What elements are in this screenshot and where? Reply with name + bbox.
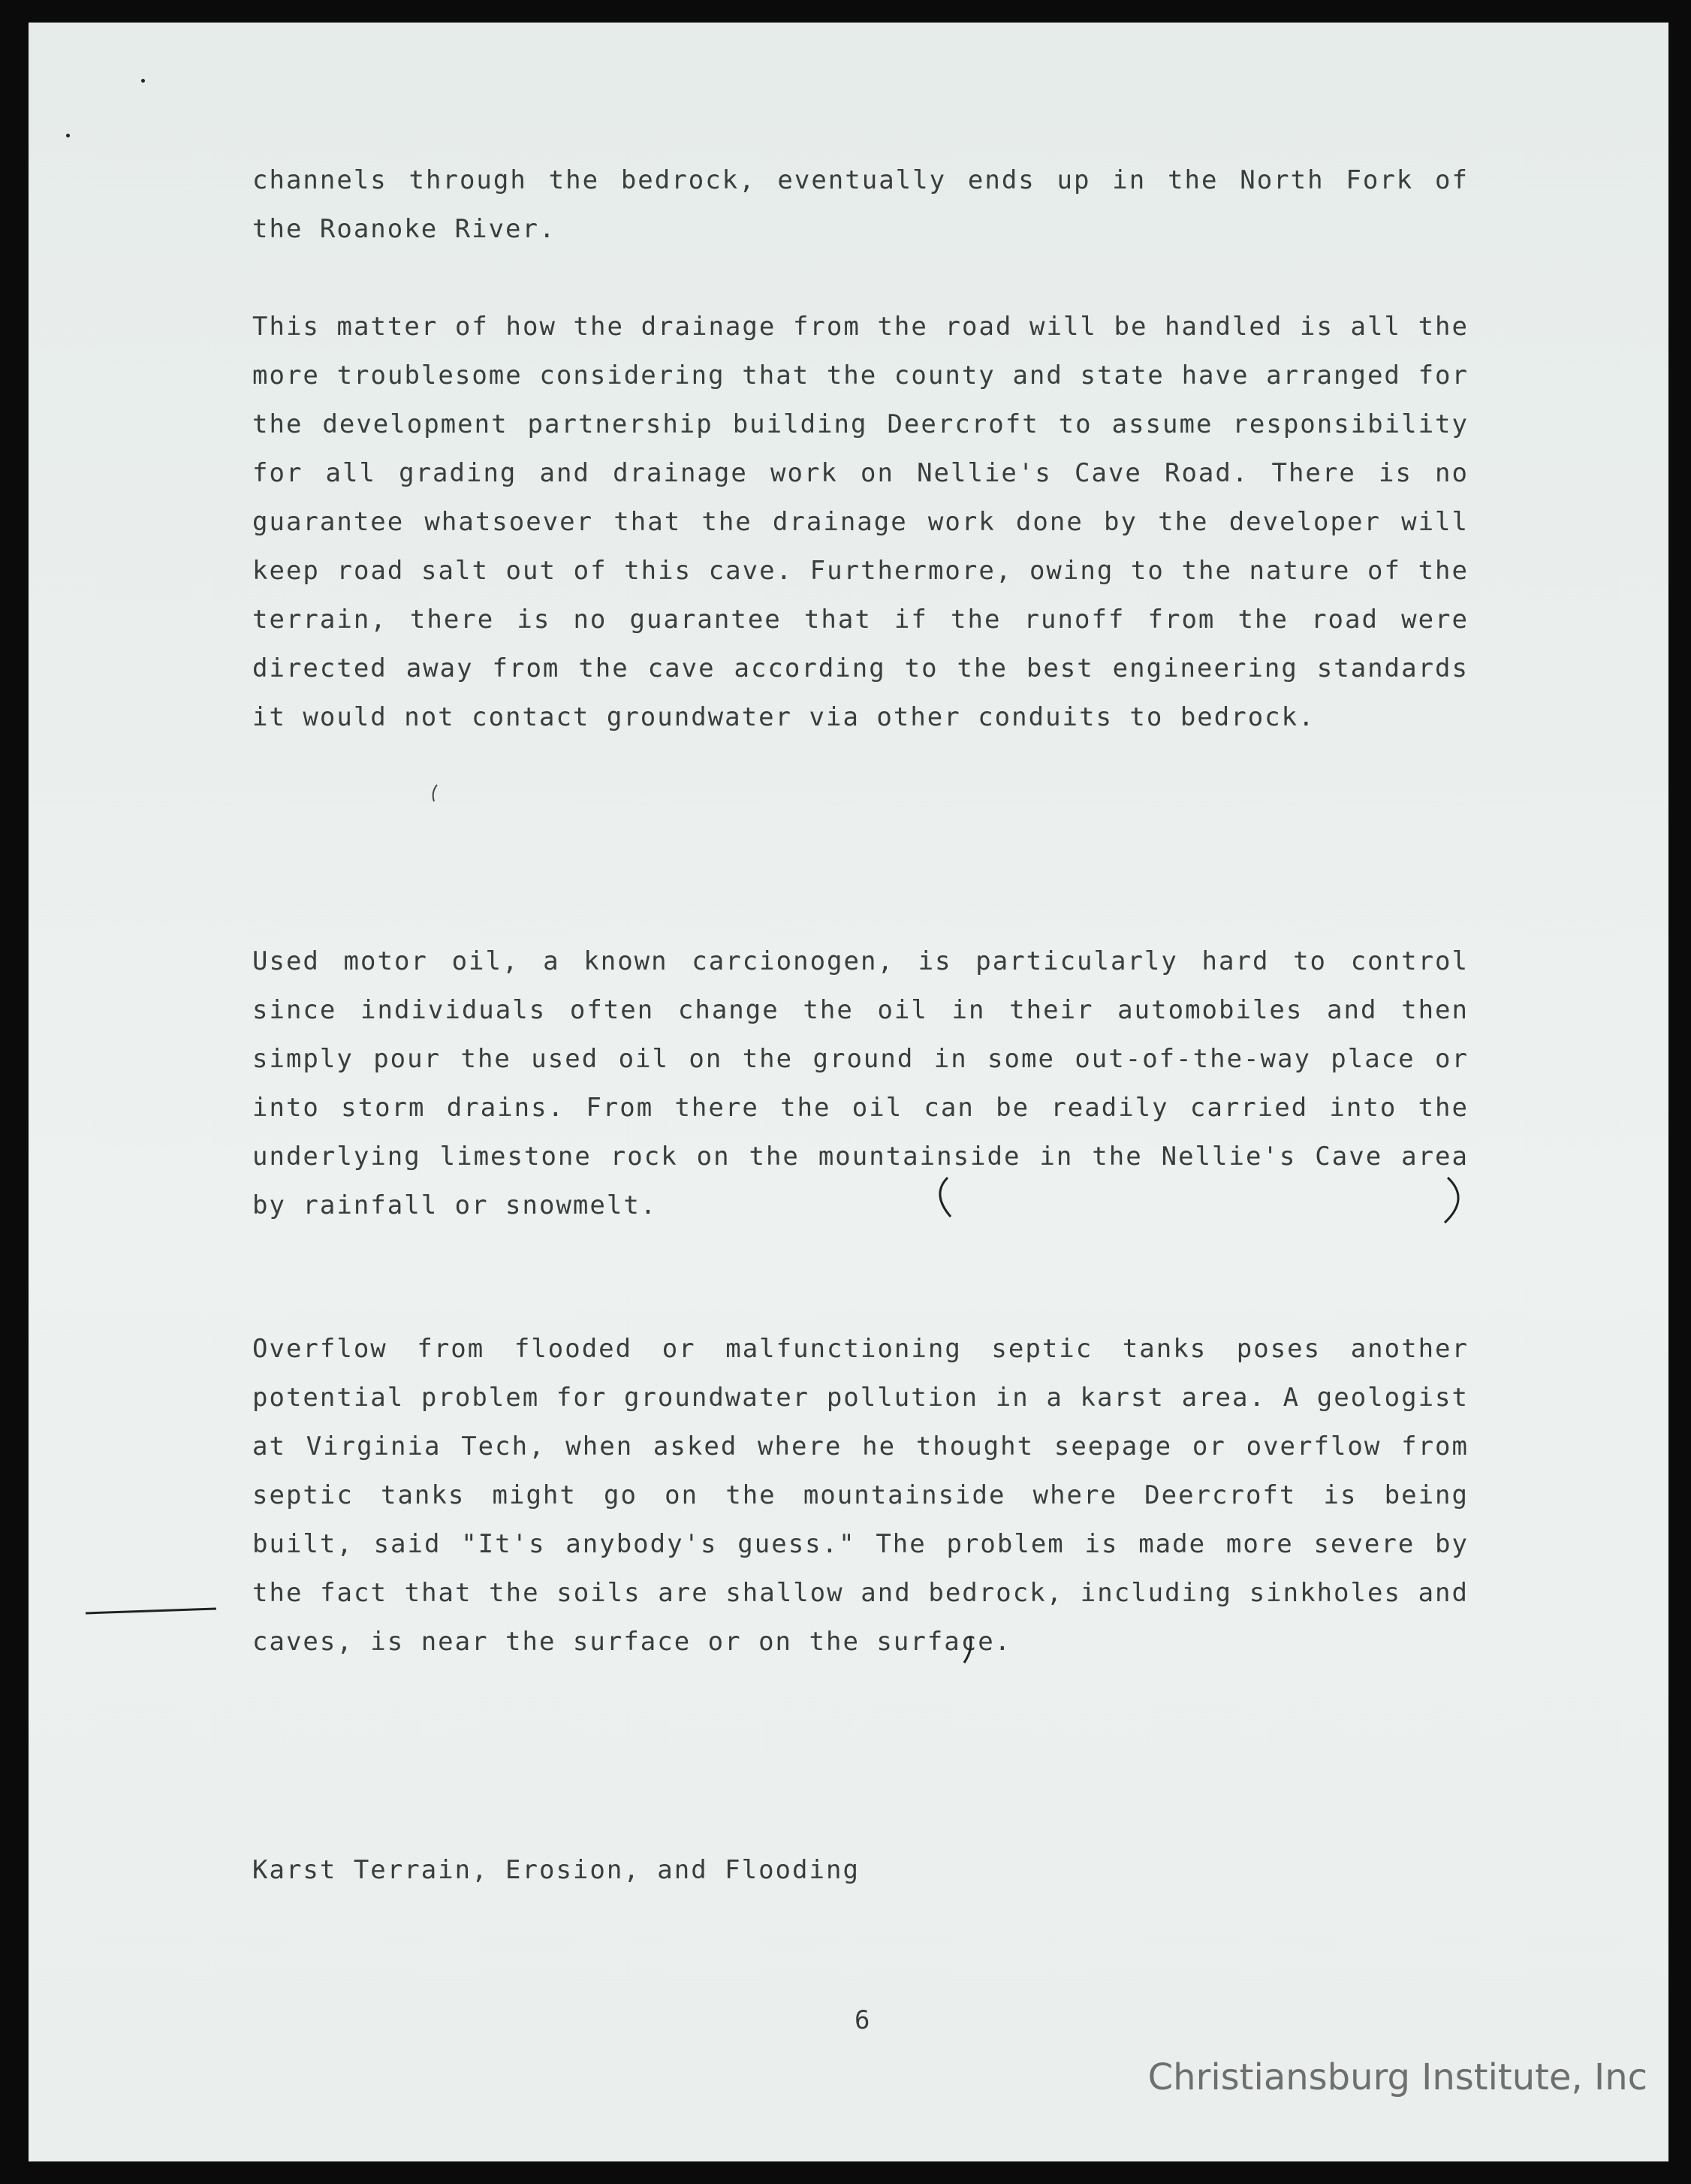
paragraph-2: This matter of how the drainage from the road will be handled is all the more troublesome considering that the county and state have arranged for the development partnership building Deercroft to assume responsibility for all grading and drainage work on Nellie's Cave Road. There is no guarantee whatsoever that the drainage work done by the developer will keep road salt out of this cave. Furthermore, owing to the nature of the terrain, there is no guarantee that if the runoff from the road were directed away from the cave according to the best engineering standards it would not contact groundwater via other conduits to bedrock. — [252, 312, 1469, 732]
paragraph-3: Used motor oil, a known carcionogen, is particularly hard to control since individuals often change the oil in their automobiles and then simply pour the used oil on the ground in some out-of-the-way place or into storm drains. From there the oil can be readily carried into the underlying limestone rock on the mountainside in the Nellie's Cave area by rainfall or snowmelt. — [252, 946, 1469, 1220]
paper-speck — [141, 79, 145, 83]
margin-line-mark — [86, 1609, 216, 1613]
page-number: 6 — [855, 2005, 870, 2035]
document-page — [29, 23, 1668, 2161]
pen-comma-mark — [433, 785, 437, 801]
section-heading: Karst Terrain, Erosion, and Flooding — [252, 1855, 860, 1885]
watermark: Christiansburg Institute, Inc — [1147, 2056, 1647, 2098]
paragraph-4: Overflow from flooded or malfunctioning septic tanks poses another potential problem for groundwater pollution in a karst area. A geologist at Virginia Tech, when asked where he thought seepage or overflow from septic tanks might go on the mountainside where Deercroft is being built, said "It's anybody's guess." The problem is made more severe by the fact that the soils are shallow and bedrock, including sinkholes and caves, is near the surface or on the surface. — [252, 1334, 1469, 1657]
paragraph-1: channels through the bedrock, eventually ends up in the North Fork of the Roanoke River. — [252, 165, 1469, 244]
paper-speck — [66, 134, 70, 137]
